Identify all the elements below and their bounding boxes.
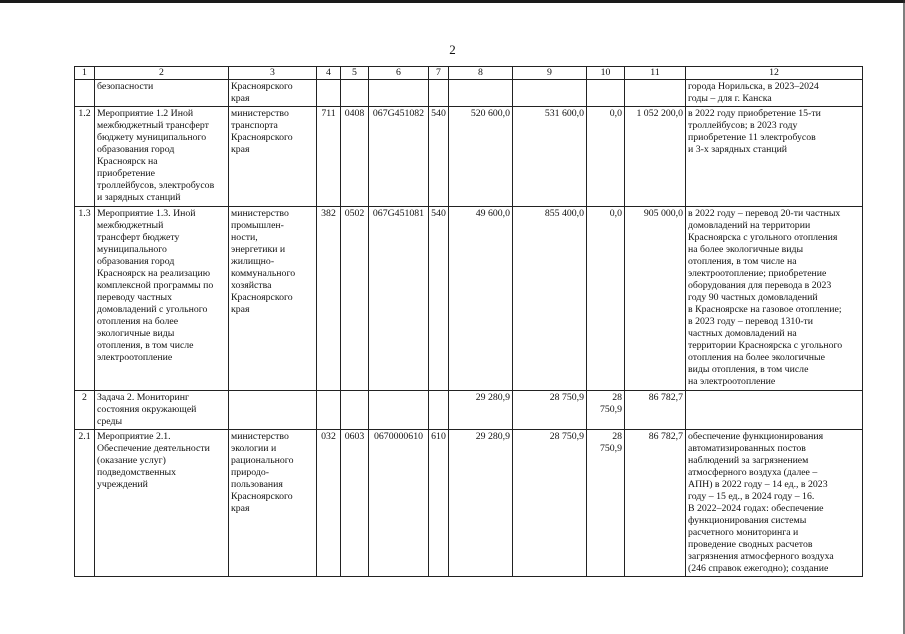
header-cell: 12 <box>686 67 863 80</box>
responsible-cell: министерство промышлен- ности, энергетики и жилищно- коммунального хозяйства Красноярского края <box>229 207 317 391</box>
activity-name-cell: безопасности <box>95 80 229 107</box>
grbs-code-cell <box>317 80 341 107</box>
row-number-cell: 1.2 <box>75 107 95 207</box>
header-cell: 2 <box>95 67 229 80</box>
grbs-code-cell: 382 <box>317 207 341 391</box>
amount-2024-cell: 0,0 <box>587 107 625 207</box>
responsible-cell: министерство транспорта Красноярского края <box>229 107 317 207</box>
expected-result-cell: города Норильска, в 2023–2024 годы – для г. Канска <box>686 80 863 107</box>
expected-result-cell <box>686 391 863 430</box>
amount-2023-cell <box>513 80 587 107</box>
section-code-cell: 0502 <box>341 207 369 391</box>
table-row <box>75 391 863 430</box>
grbs-code-cell <box>317 391 341 430</box>
amount-2022-cell: 29 280,9 <box>449 391 513 430</box>
table-row <box>75 430 863 577</box>
amount-2023-cell: 28 750,9 <box>513 430 587 577</box>
amount-2023-cell: 855 400,0 <box>513 207 587 391</box>
amount-2024-cell: 28 750,9 <box>587 430 625 577</box>
section-code-cell: 0603 <box>341 430 369 577</box>
amount-2023-cell: 531 600,0 <box>513 107 587 207</box>
row-number-cell: 2.1 <box>75 430 95 577</box>
table-row <box>75 107 863 207</box>
table-row <box>75 80 863 107</box>
expense-type-cell <box>429 80 449 107</box>
row-number-cell: 2 <box>75 391 95 430</box>
table-row <box>75 207 863 391</box>
header-cell: 6 <box>369 67 429 80</box>
amount-total-cell: 86 782,7 <box>625 391 686 430</box>
expected-result-cell: в 2022 году приобретение 15-ти троллейбусов; в 2023 году приобретение 11 электробусов и 3-х зарядных станций <box>686 107 863 207</box>
expense-type-cell: 610 <box>429 430 449 577</box>
header-cell: 5 <box>341 67 369 80</box>
target-article-cell: 067G451082 <box>369 107 429 207</box>
header-cell: 10 <box>587 67 625 80</box>
amount-total-cell <box>625 80 686 107</box>
amount-2024-cell <box>587 80 625 107</box>
responsible-cell: Красноярского края <box>229 80 317 107</box>
responsible-cell: министерство экологии и рационального природо- пользования Красноярского края <box>229 430 317 577</box>
activity-name-cell: Мероприятие 2.1. Обеспечение деятельности (оказание услуг) подведомственных учреждений <box>95 430 229 577</box>
target-article-cell <box>369 80 429 107</box>
section-code-cell <box>341 80 369 107</box>
expected-result-cell: в 2022 году – перевод 20-ти частных домовладений на территории Красноярска с угольного отопления на более экологичные виды отопления, в том числе на электроотопление; приобретение оборудования для перевода в 2023 году 90 частных домовладений в Красноярске на газовое отопление; в 2023 году – перевод 1310-ти частных домовладений на территории Красноярска с угольного отопления на более экологичные виды отопления, в том числе на электроотопление <box>686 207 863 391</box>
expense-type-cell <box>429 391 449 430</box>
header-cell: 3 <box>229 67 317 80</box>
target-article-cell <box>369 391 429 430</box>
amount-total-cell: 905 000,0 <box>625 207 686 391</box>
activity-name-cell: Задача 2. Мониторинг состояния окружающей среды <box>95 391 229 430</box>
page-number: 2 <box>449 42 456 57</box>
amount-2022-cell <box>449 80 513 107</box>
amount-2023-cell: 28 750,9 <box>513 391 587 430</box>
amount-2024-cell: 0,0 <box>587 207 625 391</box>
amount-total-cell: 1 052 200,0 <box>625 107 686 207</box>
amount-2022-cell: 49 600,0 <box>449 207 513 391</box>
expected-result-cell: обеспечение функционирования автоматизированных постов наблюдений за загрязнением атмосферного воздуха (далее – АПН) в 2022 году – 14 ед., в 2023 году – 15 ед., в 2024 году – 16. В 2022–2024 годах: обеспечение функционирования системы расчетного мониторинга и проведение сводных расчетов загрязнения атмосферного воздуха (246 справок ежегодно); создание <box>686 430 863 577</box>
amount-2022-cell: 520 600,0 <box>449 107 513 207</box>
scan-top-edge <box>0 0 905 3</box>
section-code-cell: 0408 <box>341 107 369 207</box>
expense-type-cell: 540 <box>429 107 449 207</box>
section-code-cell <box>341 391 369 430</box>
amount-2022-cell: 29 280,9 <box>449 430 513 577</box>
amount-total-cell: 86 782,7 <box>625 430 686 577</box>
header-cell: 9 <box>513 67 587 80</box>
header-cell: 7 <box>429 67 449 80</box>
expense-type-cell: 540 <box>429 207 449 391</box>
row-number-cell <box>75 80 95 107</box>
header-cell: 8 <box>449 67 513 80</box>
row-number-cell: 1.3 <box>75 207 95 391</box>
target-article-cell: 0670000610 <box>369 430 429 577</box>
activity-name-cell: Мероприятие 1.2 Иной межбюджетный трансферт бюджету муниципального образования город Красноярск на приобретение троллейбусов, электробусов и зарядных станций <box>95 107 229 207</box>
table-header-row <box>75 67 863 80</box>
header-cell: 1 <box>75 67 95 80</box>
header-cell: 11 <box>625 67 686 80</box>
grbs-code-cell: 032 <box>317 430 341 577</box>
header-cell: 4 <box>317 67 341 80</box>
activity-name-cell: Мероприятие 1.3. Иной межбюджетный трансферт бюджету муниципального образования город Красноярск на реализацию комплексной программы по переводу частных домовладений с угольного отопления на более экологичные виды отопления, в том числе электроотопление <box>95 207 229 391</box>
responsible-cell <box>229 391 317 430</box>
amount-2024-cell: 28 750,9 <box>587 391 625 430</box>
target-article-cell: 067G451081 <box>369 207 429 391</box>
document-table <box>74 66 863 577</box>
grbs-code-cell: 711 <box>317 107 341 207</box>
